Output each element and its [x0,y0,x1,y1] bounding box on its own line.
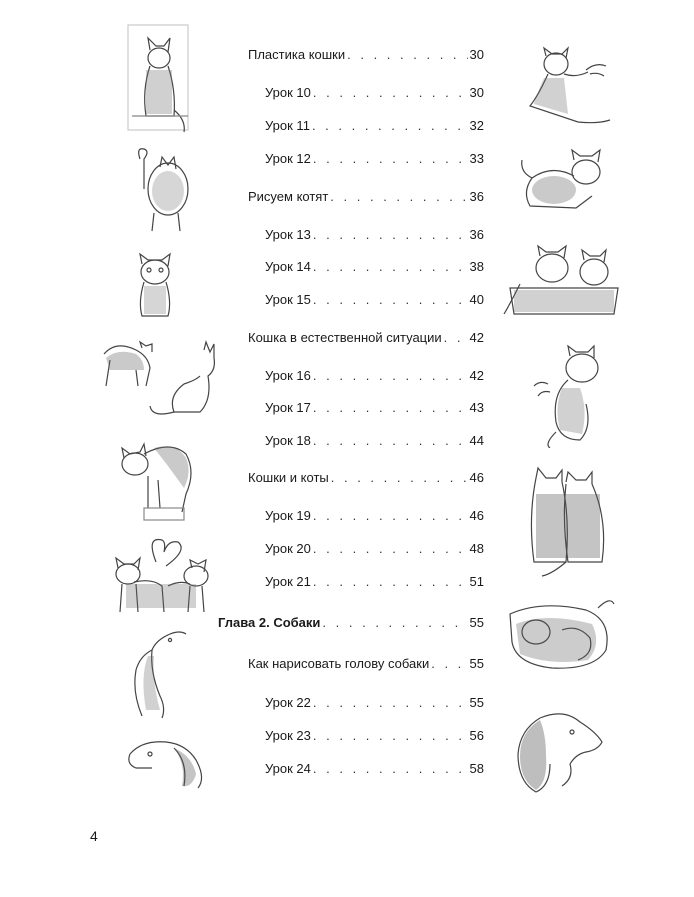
toc-entry [248,470,484,486]
toc-entry [265,695,484,711]
cat-on-post-illustration [114,436,198,522]
kitten-sitting-illustration [128,250,182,322]
toc-entry-page: 30 [469,85,484,100]
toc-entry [265,368,484,384]
toc-dot-leader [313,541,468,557]
toc-entry [265,761,484,777]
toc-entry [265,151,484,167]
kitten-crouching-illustration [516,146,610,216]
toc-entry-page: 42 [469,368,484,383]
toc-dot-leader [313,368,468,384]
toc-entry-page: 58 [469,761,484,776]
toc-entry-label: Урок 17 [265,400,311,415]
toc-entry-label: Урок 10 [265,85,311,100]
toc-entry-label: Урок 15 [265,292,311,307]
toc-dot-leader [313,433,468,449]
toc-entry [265,85,484,101]
toc-entry-page: 38 [469,259,484,274]
toc-dot-leader [313,292,468,308]
toc-entry-label: Урок 13 [265,227,311,242]
toc-entry-label: Пластика кошки [248,47,346,62]
toc-dot-leader [330,189,467,205]
two-kittens-in-box-illustration [500,244,628,326]
toc-dot-leader [313,728,468,744]
toc-entry [265,433,484,449]
toc-entry-label: Урок 23 [265,728,311,743]
toc-entry-page: 42 [469,330,484,345]
toc-entry [248,330,484,346]
toc-entry-label: Кошка в естественной ситуации [248,330,442,345]
dog-head-spaniel-illustration [510,708,606,796]
toc-entry [265,508,484,524]
dog-head-profile-illustration [126,626,192,720]
toc-dot-leader [322,615,467,631]
toc-dot-leader [444,330,468,346]
toc-entry [248,656,484,672]
toc-dot-leader [331,470,468,486]
toc-entry-page: 33 [469,151,484,166]
toc-entry-label: Урок 16 [265,368,311,383]
toc-entry-page: 43 [469,400,484,415]
toc-entry [265,118,484,134]
toc-entry-page: 48 [469,541,484,556]
toc-entry-page: 56 [469,728,484,743]
toc-entry-page: 36 [469,227,484,242]
toc-entry [248,47,484,63]
dog-head-lying-illustration [122,732,212,792]
toc-dot-leader [313,227,468,243]
toc-dot-leader [313,151,468,167]
toc-entry-label: Урок 12 [265,151,311,166]
toc-entry [265,574,484,590]
toc-dot-leader [313,761,468,777]
cat-sitting-illustration [118,20,198,138]
toc-dot-leader [347,47,467,63]
toc-entry-page: 55 [469,695,484,710]
toc-entry-page: 36 [469,189,484,204]
cat-and-dog-sleeping-illustration [502,594,618,674]
toc-entry-label: Урок 14 [265,259,311,274]
cat-back-view-illustration [126,145,196,237]
toc-dot-leader [431,656,467,672]
toc-entry-label: Глава 2. Собаки [218,615,321,630]
toc-entry-label: Урок 21 [265,574,311,589]
toc-entry [218,615,484,631]
toc-entry-label: Кошки и коты [248,470,329,485]
toc-entry-page: 30 [469,47,484,62]
toc-entry-page: 32 [469,118,484,133]
toc-dot-leader [313,574,468,590]
toc-dot-leader [313,259,468,275]
toc-entry-page: 51 [469,574,484,589]
toc-entry-label: Урок 20 [265,541,311,556]
toc-entry-page: 55 [469,656,484,671]
toc-entry-label: Рисуем котят [248,189,329,204]
toc-dot-leader [313,400,468,416]
toc-entry [248,189,484,205]
kitten-pawing-illustration [526,344,608,448]
toc-entry-page: 46 [469,470,484,485]
toc-entry [265,541,484,557]
toc-entry-label: Урок 22 [265,695,311,710]
two-kittens-heart-tails-illustration [106,532,214,618]
toc-entry-page: 46 [469,508,484,523]
toc-entry [265,227,484,243]
page-number: 4 [90,828,98,844]
toc-entry-label: Как нарисовать голову собаки [248,656,430,671]
toc-entry [265,259,484,275]
kitten-playing-illustration [524,44,616,134]
toc-dot-leader [312,118,468,134]
toc-entry-page: 55 [469,615,484,630]
toc-entry-page: 40 [469,292,484,307]
toc-entry [265,728,484,744]
toc-entry-page: 44 [469,433,484,448]
toc-dot-leader [313,508,468,524]
two-cats-sitting-illustration [522,464,612,578]
toc-entry-label: Урок 19 [265,508,311,523]
toc-entry [265,292,484,308]
toc-entry-label: Урок 18 [265,433,311,448]
toc-dot-leader [313,695,468,711]
two-cats-arched-illustration [96,340,220,426]
toc-entry-label: Урок 24 [265,761,311,776]
toc-entry-label: Урок 11 [265,118,310,133]
toc-entry [265,400,484,416]
toc-dot-leader [313,85,468,101]
